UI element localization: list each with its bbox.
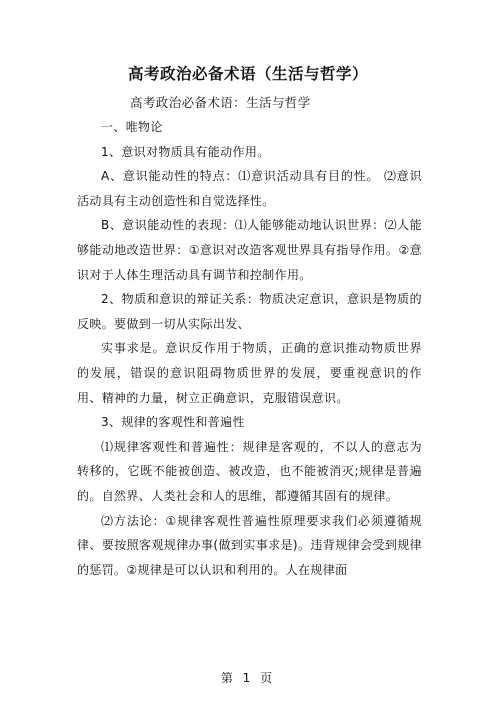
paragraph-point-a: A、意识能动性的特点：⑴意识活动具有目的性。 ⑵意识活动具有主动创造性和自觉选择性。 (77, 169, 422, 208)
document-body (77, 115, 422, 582)
paragraph-point-3: 3、规律的客观性和普遍性 (101, 415, 245, 430)
paragraph-section-heading: 一、唯物论 (101, 120, 163, 134)
page-number: 第 1 页 (220, 671, 276, 685)
paragraph-point-3-2: ⑵方法论：①规律客观性普遍性原理要求我们必须遵循规律、要按照客观规律办事(做到实事求是)。违背规律会受到规律的惩罚。②规律是可以认识和利用的。人在规律面 (77, 513, 422, 577)
paragraph-point-2: 2、物质和意识的辩证关系：物质决定意识，意识是物质的反映。要做到一切从实际出发、 (77, 292, 422, 331)
paragraph-point-2-continued: 实事求是。意识反作用于物质，正确的意识推动物质世界的发展，错误的意识阻碍物质世界的发展，要重视意识的作用、精神的力量，树立正确意识，克服错误意识。 (77, 341, 422, 405)
document-subtitle: 高考政治必备术语：生活与哲学 (130, 95, 311, 110)
paragraph-point-b: B、意识能动性的表现：⑴人能够能动地认识世界：⑵人能够能动地改造世界：①意识对改造客观世界具有指导作用。②意识对于人体生理活动具有调节和控制作用。 (77, 218, 422, 282)
document-title: 高考政治必备术语（生活与哲学） (127, 64, 368, 83)
paragraph-point-1: 1、意识对物质具有能动作用。 (101, 144, 270, 159)
paragraph-point-3-1: ⑴规律客观性和普遍性：规律是客观的，不以人的意志为转移的，它既不能被创造、被改造，也不能被消灭;规律是普遍的。自然界、人类社会和人的思维，都遵循其固有的规律。 (77, 439, 422, 503)
